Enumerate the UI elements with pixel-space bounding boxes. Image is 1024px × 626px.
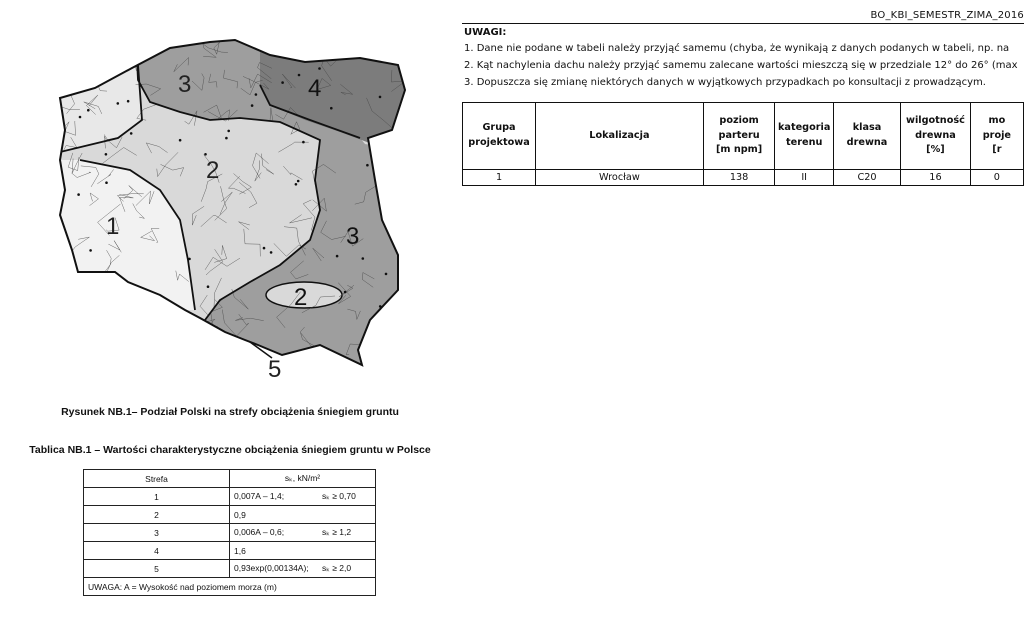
value-cell [230, 524, 376, 542]
county-border [48, 229, 65, 259]
city-dot [362, 257, 365, 260]
county-border [267, 34, 289, 46]
city-dot [73, 58, 76, 61]
city-dot [368, 336, 371, 339]
formula: 0,007A – 1,4; [234, 491, 285, 501]
county-border [100, 302, 117, 309]
zone-cell: 4 [84, 542, 230, 560]
header-zone: Strefa [84, 470, 230, 488]
value-cell [230, 506, 376, 524]
formula: 0,9 [234, 509, 246, 520]
county-border [102, 32, 115, 47]
header-timber-moisture: wilgotność drewna [%] [901, 103, 971, 170]
city-dot [295, 183, 298, 186]
table-caption: Tablica NB.1 – Wartości charakterystyczne obciążenia śniegiem gruntu w Polsce [29, 444, 431, 456]
county-border [151, 347, 161, 382]
cell-terrain-category: II [775, 170, 833, 186]
zone-label-1: 1 [106, 213, 120, 240]
city-dot [227, 130, 230, 133]
city-dot [330, 107, 333, 110]
city-dot [379, 96, 382, 99]
zone-cell: 1 [84, 488, 230, 506]
county-border [78, 299, 109, 325]
county-border [49, 70, 83, 83]
county-border [287, 23, 296, 36]
condition: sₖ ≥ 2,0 [322, 563, 352, 573]
zone-label-2-east: 2 [294, 284, 308, 311]
city-dot [251, 104, 254, 107]
county-border [387, 145, 399, 155]
zone-label-5: 5 [268, 356, 282, 383]
city-dot [129, 329, 132, 332]
header-truncated: mo proje [r [970, 103, 1023, 170]
condition: sₖ ≥ 0,70 [322, 491, 356, 501]
county-border [381, 197, 399, 208]
project-table-header [463, 103, 1024, 170]
cell-truncated: 0 [970, 170, 1023, 186]
table-row [84, 524, 376, 542]
cell-location: Wrocław [536, 170, 704, 186]
county-border [99, 26, 113, 50]
city-dot [297, 180, 300, 183]
city-dot [207, 285, 210, 288]
cell-group: 1 [463, 170, 536, 186]
formula: 1,6 [234, 545, 246, 556]
county-border [115, 293, 126, 310]
zone-cell: 3 [84, 524, 230, 542]
note-item: 3. Dopuszcza się zmianę niektórych danych w wyjątkowych przypadkach po konsultacji z prowadzącym. [464, 77, 986, 88]
county-border [331, 37, 345, 45]
city-dot [255, 93, 258, 96]
figure-caption: Rysunek NB.1– Podział Polski na strefy obciążenia śniegiem gruntu [61, 406, 399, 418]
county-border [72, 38, 84, 71]
county-border [163, 309, 175, 322]
project-data-table [462, 102, 1024, 186]
city-dot [89, 249, 92, 252]
value-cell [230, 560, 376, 578]
formula: 0,006A – 0,6; [234, 527, 285, 537]
city-dot [105, 181, 108, 184]
city-dot [179, 139, 182, 142]
formula: 0,93exp(0,00134A); [234, 563, 309, 573]
county-border [215, 356, 235, 375]
header-value: sₖ, kN/m² [230, 470, 376, 488]
city-dot [69, 299, 72, 302]
county-border [333, 31, 362, 40]
table-row [84, 488, 376, 506]
city-dot [298, 74, 301, 77]
county-border [131, 344, 145, 359]
city-dot [204, 153, 207, 156]
city-dot [77, 193, 80, 196]
table-note-row [84, 578, 376, 596]
city-dot [225, 137, 228, 140]
county-border [124, 349, 149, 364]
city-dot [368, 49, 371, 52]
header-timber-class: klasa drewna [833, 103, 900, 170]
note-item: 2. Kąt nachylenia dachu należy przyjąć samemu zalecane wartości mieszczą się w przedziale 12° do 26° (max [464, 60, 1018, 71]
header-ground-level: poziom parteru [m npm] [703, 103, 775, 170]
city-dot [318, 67, 321, 70]
header-rule [462, 23, 1024, 24]
header-terrain-category: kategoria terenu [775, 103, 833, 170]
city-dot [88, 313, 91, 316]
county-border [114, 36, 137, 71]
snow-table-header [84, 470, 376, 488]
table-row [84, 542, 376, 560]
table-note: UWAGA: A = Wysokość nad poziomem morza (m) [84, 578, 376, 596]
value-cell [230, 488, 376, 506]
city-dot [263, 247, 266, 250]
county-border [390, 345, 404, 365]
table-row [463, 170, 1024, 186]
cell-ground-level: 138 [703, 170, 775, 186]
city-dot [87, 109, 90, 112]
zone-label-3-east: 3 [346, 223, 360, 250]
header-location: Lokalizacja [536, 103, 704, 170]
county-border [382, 30, 400, 44]
cell-timber-class: C20 [833, 170, 900, 186]
cell-timber-moisture: 16 [901, 170, 971, 186]
city-dot [127, 100, 130, 103]
table-row [84, 506, 376, 524]
county-border [135, 346, 158, 370]
city-dot [130, 132, 133, 135]
city-dot [360, 49, 363, 52]
snow-load-table [83, 469, 376, 596]
zone-cell: 5 [84, 560, 230, 578]
document-code: BO_KBI_SEMESTR_ZIMA_2016 [870, 10, 1024, 21]
city-dot [385, 273, 388, 276]
zone-label-2: 2 [206, 157, 220, 184]
city-dot [93, 279, 96, 282]
city-dot [336, 255, 339, 258]
county-border [112, 322, 121, 344]
county-border [246, 364, 262, 377]
city-dot [302, 141, 305, 144]
city-dot [270, 251, 273, 254]
header-group: Grupa projektowa [463, 103, 536, 170]
city-dot [184, 336, 187, 339]
city-dot [384, 149, 387, 152]
document-panel [460, 0, 1024, 626]
city-dot [105, 153, 108, 156]
condition: sₖ ≥ 1,2 [322, 527, 352, 537]
city-dot [97, 55, 100, 58]
zone-label-4: 4 [308, 75, 322, 102]
zone-cell: 2 [84, 506, 230, 524]
city-dot [344, 291, 347, 294]
city-dot [79, 116, 82, 119]
city-dot [117, 102, 120, 105]
snow-zone-map [20, 20, 420, 390]
note-item: 1. Dane nie podane w tabeli należy przyjąć samemu (chyba, że wynikają z danych podanych w tabeli, np. na [464, 43, 1010, 54]
value-cell [230, 542, 376, 560]
city-dot [281, 81, 284, 84]
zone-label-3-north: 3 [178, 71, 192, 98]
table-row [84, 560, 376, 578]
county-border [365, 38, 391, 51]
city-dot [366, 164, 369, 167]
county-border [104, 352, 115, 365]
notes-title: UWAGI: [464, 27, 507, 38]
